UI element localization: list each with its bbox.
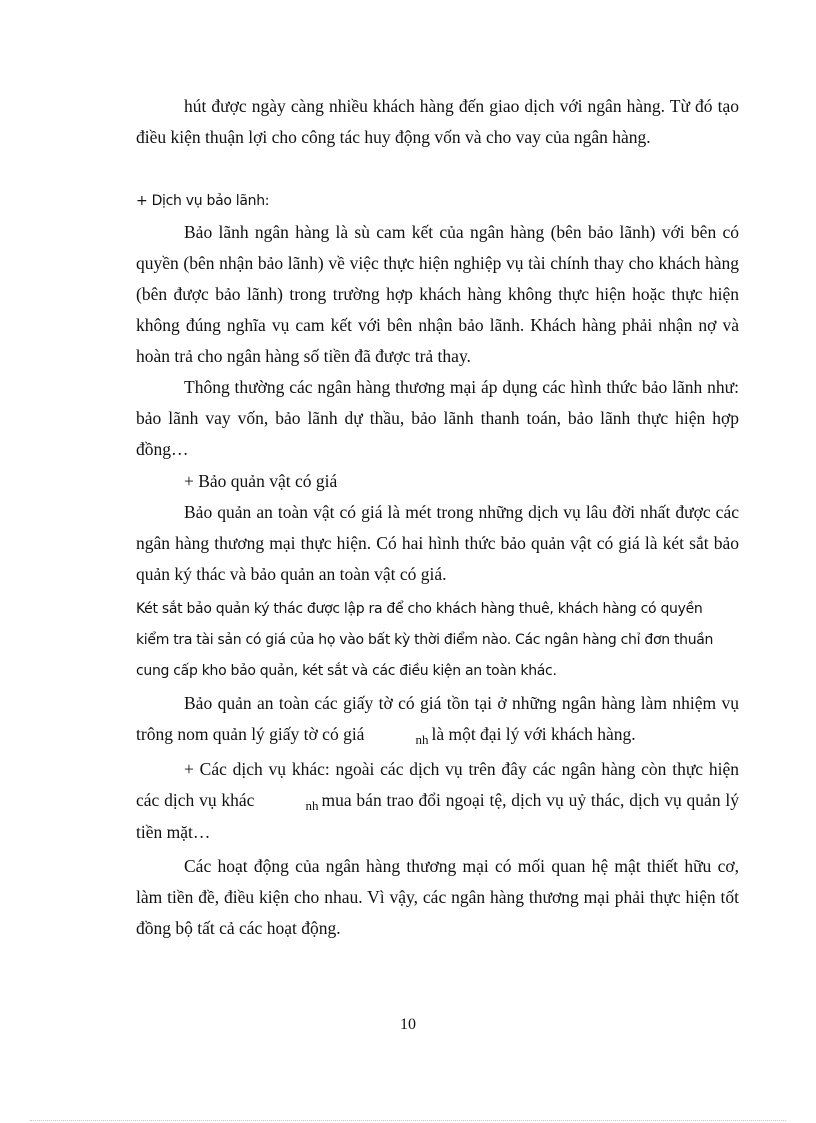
paragraph-safe-deposit: Két sắt bảo quản ký thác được lập ra để cho khách hàng thuê, khách hàng có quyền kiểm tra tài sản có giá của họ vào bất kỳ thời điểm nào. Các ngân hàng chỉ đơn thuần cung cấp kho bảo quản, két sắt và các điều kiện an toàn khác. <box>136 601 714 679</box>
subscript-note: nh <box>415 732 429 747</box>
paragraph-securities-custody-text-b: là một đại lý với khách hàng. <box>431 724 636 744</box>
paragraph-valuables-storage: Bảo quản an toàn vật có giá là mét trong những dịch vụ lâu đời nhất được các ngân hàng thương mại thực hiện. Có hai hình thức bảo quản vật có giá là két sắt bảo quản ký thác và bảo quản an toàn vật có giá. <box>136 502 739 584</box>
subscript-note: nh <box>305 798 319 813</box>
paragraph-guarantee-definition: Bảo lãnh ngân hàng là sù cam kết của ngân hàng (bên bảo lãnh) với bên có quyền (bên nhận bảo lãnh) về việc thực hiện nghiệp vụ tài chính thay cho khách hàng (bên được bảo lãnh) trong trường hợp khách hàng không thực hiện hoặc thực hiện không đúng nghĩa vụ cam kết với bên nhận bảo lãnh. Khách hàng phải nhận nợ và hoàn trả cho ngân hàng số tiền đã được trả thay. <box>136 222 739 366</box>
paragraph-securities-custody <box>136 688 739 751</box>
paragraph-intro-continuation: hút được ngày càng nhiều khách hàng đến giao dịch với ngân hàng. Từ đó tạo điều kiện thuận lợi cho công tác huy động vốn và cho vay của ngân hàng. <box>136 96 739 147</box>
paragraph-other-services <box>136 754 739 848</box>
page-bottom-divider <box>30 1120 786 1121</box>
paragraph-other-services-text-a: + Các dịch vụ khác: ngoài các dịch vụ trên đây các ngân hàng còn thực hiện các dịch vụ khác <box>136 759 739 810</box>
heading-valuables-storage: + Bảo quản vật có giá <box>184 471 338 491</box>
paragraph-conclusion: Các hoạt động của ngân hàng thương mại có mối quan hệ mật thiết hữu cơ, làm tiền đề, điều kiện cho nhau. Vì vậy, các ngân hàng thương mại phải thực hiện tốt đồng bộ tất cả các hoạt động. <box>136 856 739 938</box>
paragraph-guarantee-forms: Thông thường các ngân hàng thương mại áp dụng các hình thức bảo lãnh như: bảo lãnh vay vốn, bảo lãnh dự thầu, bảo lãnh thanh toán, bảo lãnh thực hiện hợp đồng… <box>136 377 739 459</box>
paragraph-other-services-text-b: mua bán trao đổi ngoại tệ, dịch vụ uỷ thác, dịch vụ quản lý tiền mặt… <box>136 790 740 842</box>
page-number: 10 <box>400 1016 416 1033</box>
heading-guarantee-service: + Dịch vụ bảo lãnh: <box>136 193 270 209</box>
paragraph-securities-custody-text-a: Bảo quản an toàn các giấy tờ có giá tồn tại ở những ngân hàng làm nhiệm vụ trông nom quản lý giấy tờ có giá <box>136 693 739 744</box>
